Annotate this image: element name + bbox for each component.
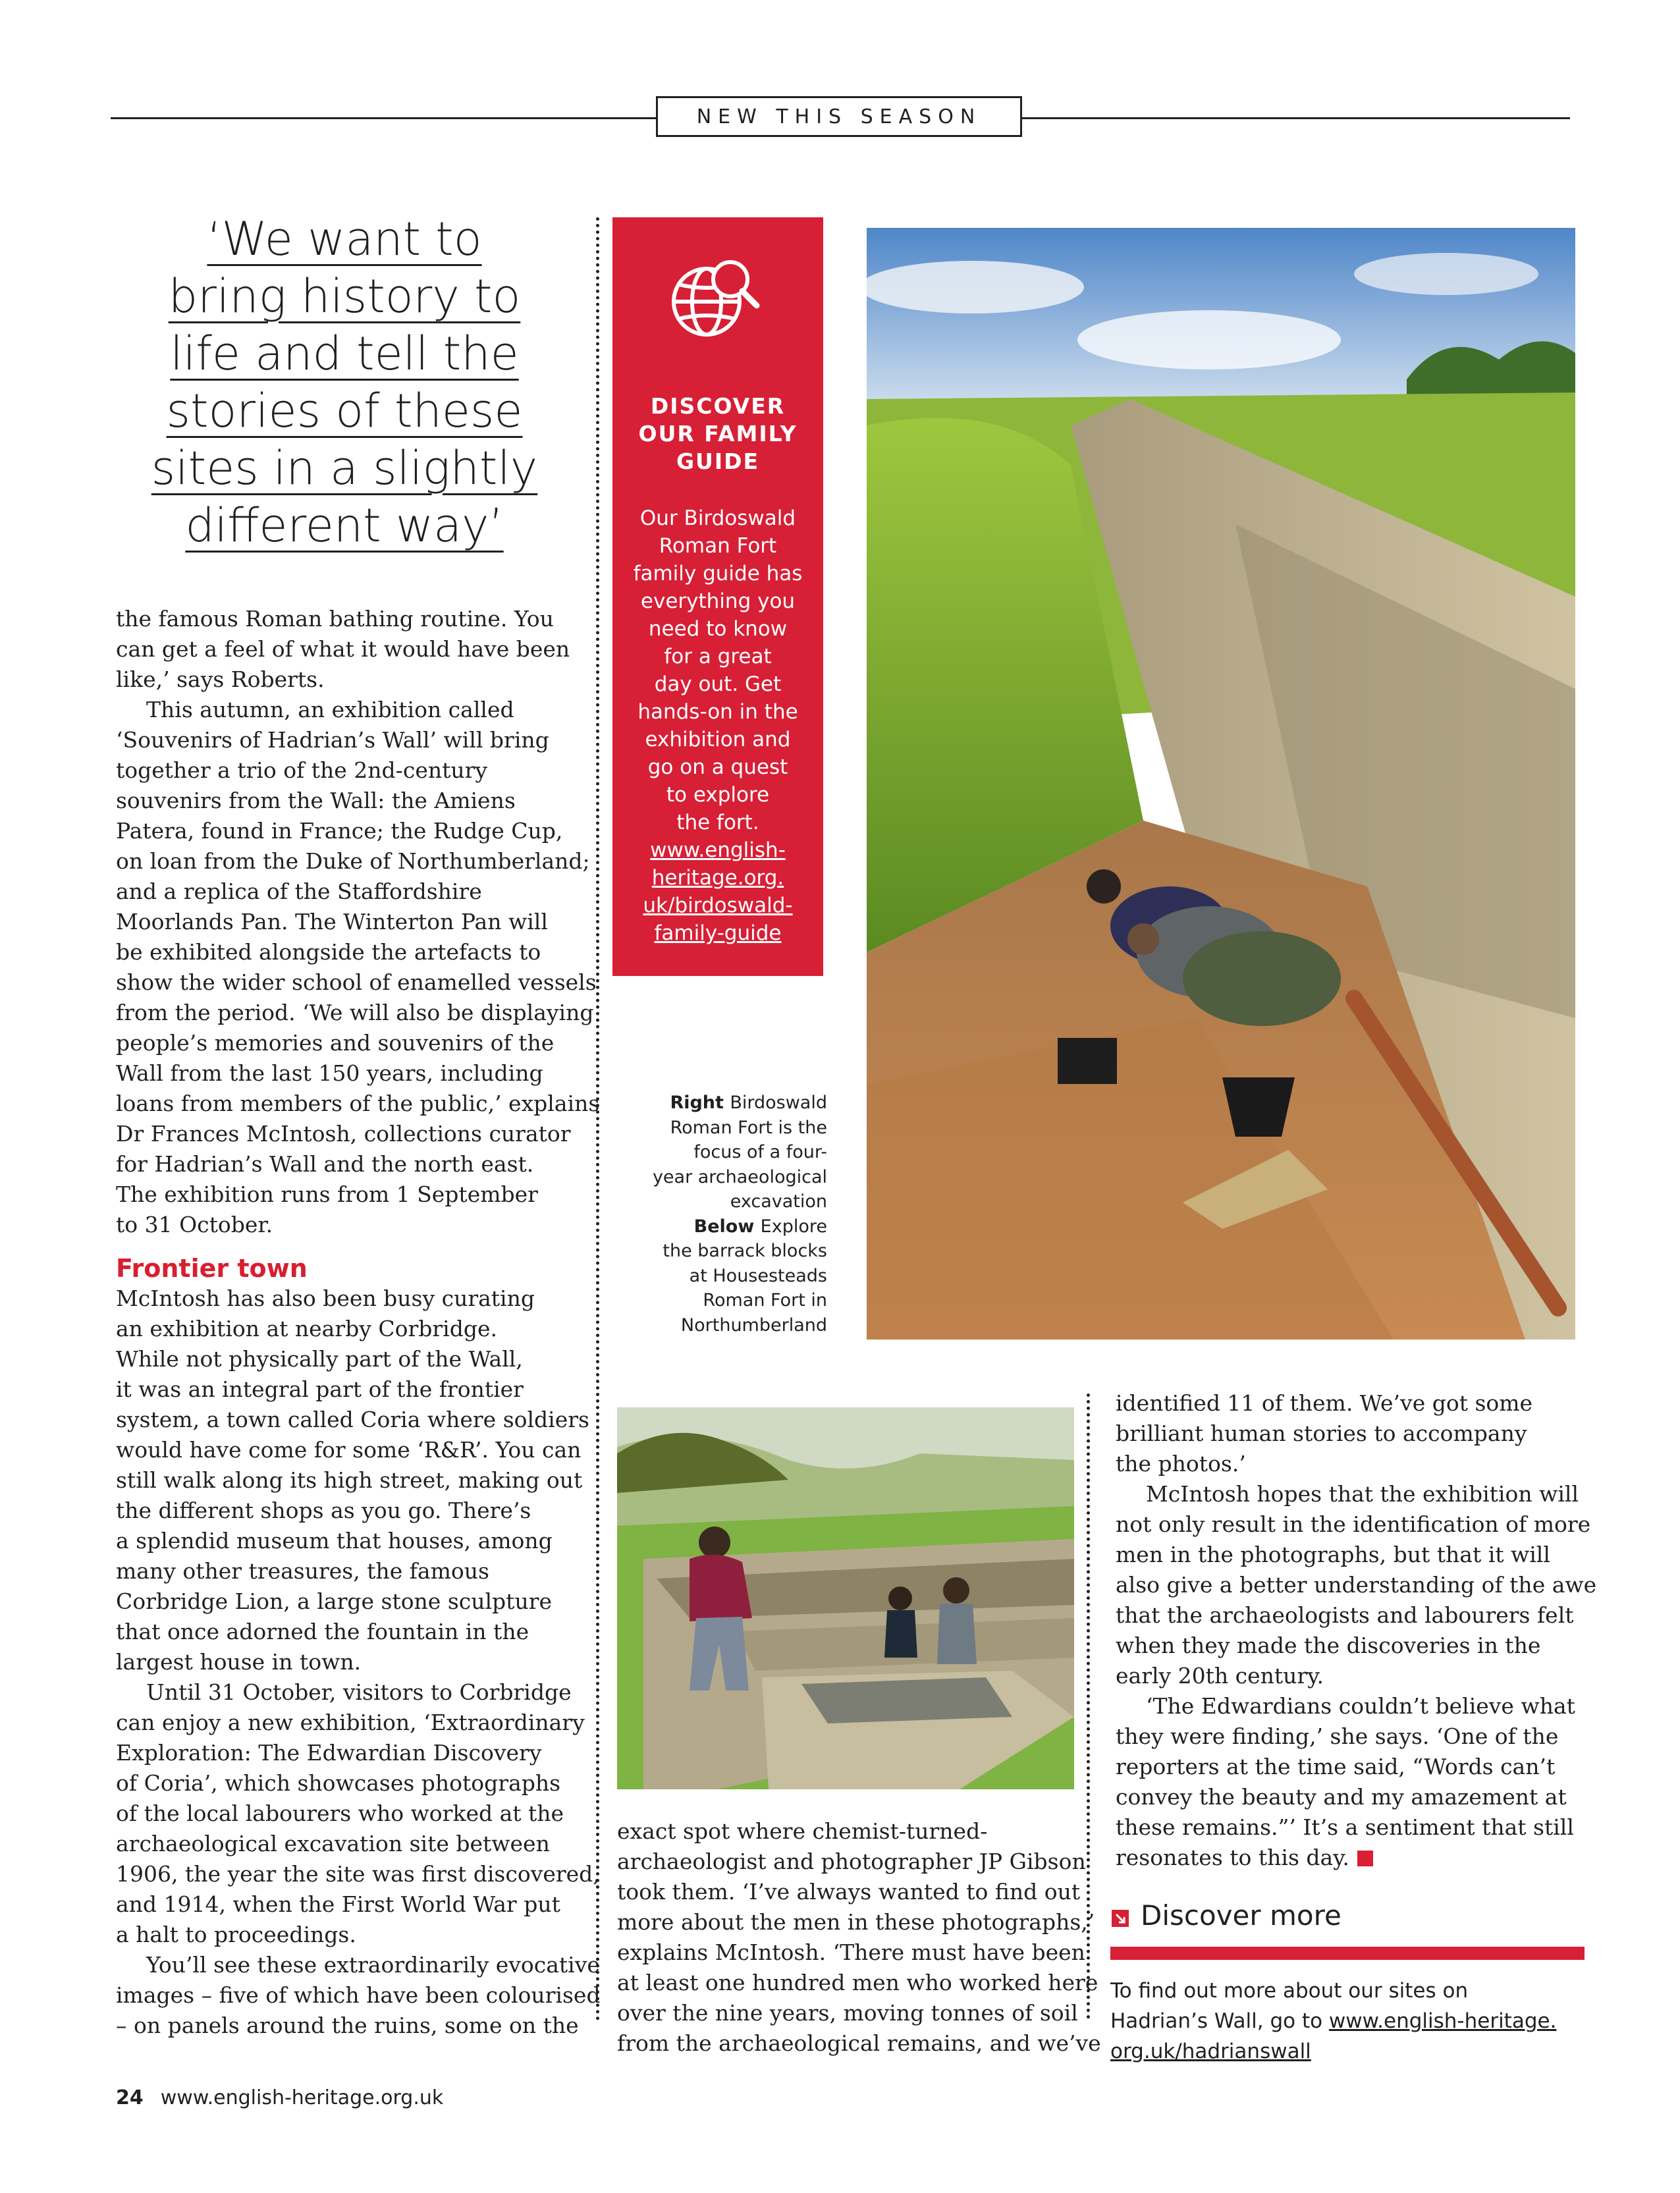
body-text-line: on loan from the Duke of Northumberland;	[116, 848, 590, 874]
body-text-line: that once adorned the fountain in the	[116, 1619, 529, 1644]
body-text-line: 1906, the year the site was first discovered,	[116, 1861, 600, 1887]
promo-body-line: need to know	[648, 617, 788, 641]
caption-text: excavation	[730, 1191, 827, 1212]
body-text-line: images – five of which have been colourised	[116, 1982, 601, 2008]
body-text-line: the photos.’	[1116, 1451, 1246, 1476]
body-text-line: Patera, found in France; the Rudge Cup,	[116, 818, 563, 844]
body-text-line: show the wider school of enamelled vessels	[116, 969, 597, 995]
discover-more-line1: To find out more about our sites on	[1110, 1979, 1469, 2003]
pull-quote	[117, 211, 572, 555]
caption-line	[632, 1116, 827, 1141]
birdoswald-excavation-photo	[867, 228, 1575, 1340]
discover-more-title-text: Discover more	[1141, 1899, 1341, 1932]
body-text-line: system, a town called Coria where soldiers	[116, 1407, 589, 1432]
body-text-line: people’s memories and souvenirs of the	[116, 1030, 555, 1056]
body-text-line: can enjoy a new exhibition, ‘Extraordinary	[116, 1710, 585, 1735]
body-text-line: loans from members of the public,’ explains	[116, 1091, 600, 1116]
body-text-line: brilliant human stories to accompany	[1116, 1421, 1527, 1446]
caption-text: the barrack blocks	[663, 1241, 827, 1261]
body-text-line: This autumn, an exhibition called	[146, 697, 514, 722]
body-text-line: of the local labourers who worked at the	[116, 1800, 564, 1826]
discover-more-line2-prefix: Hadrian’s Wall, go to	[1110, 2009, 1329, 2033]
subhead-frontier-town: Frontier town	[116, 1254, 308, 1283]
header-rule-left	[111, 117, 657, 119]
caption-line	[632, 1313, 827, 1338]
body-text-line: an exhibition at nearby Corbridge.	[116, 1316, 497, 1341]
body-text-line: Moorlands Pan. The Winterton Pan will	[116, 909, 548, 934]
family-guide-link-line[interactable]: www.english-	[650, 838, 786, 862]
globe-search-icon	[666, 250, 765, 349]
promo-body-line: day out. Get	[654, 672, 782, 696]
column-3-body	[1116, 1388, 1597, 1873]
end-mark-icon	[1357, 1851, 1373, 1866]
body-text-line: Wall from the last 150 years, including	[116, 1060, 543, 1086]
body-text-line: these remains.”’ It’s a sentiment that still	[1116, 1814, 1574, 1840]
family-guide-link[interactable]	[612, 836, 823, 947]
body-text-line: over the nine years, moving tonnes of soil	[617, 2000, 1078, 2026]
body-text-line: archaeological excavation site between	[116, 1831, 550, 1856]
promo-body-line: Our Birdoswald	[639, 506, 796, 530]
promo-heading-line: DISCOVER	[650, 393, 786, 419]
caption-line	[632, 1165, 827, 1190]
page-number: 24	[116, 2086, 144, 2109]
promo-body-line: Roman Fort	[659, 534, 777, 558]
caption-line	[632, 1288, 827, 1313]
body-text-line: more about the men in these photographs,’	[617, 1909, 1095, 1935]
caption-text: Roman Fort is the	[670, 1117, 827, 1138]
pull-quote-line: ‘We want to	[207, 212, 482, 266]
body-text-line: when they made the discoveries in the	[1116, 1633, 1541, 1658]
promo-body-line: for a great	[664, 645, 772, 668]
caption-line	[632, 1091, 827, 1116]
family-guide-link-line[interactable]: uk/birdoswald-	[643, 894, 793, 917]
promo-body-line: the fort.	[676, 811, 759, 834]
hadrians-wall-link[interactable]: www.english-heritage.	[1328, 2009, 1557, 2033]
discover-more-text	[1110, 1976, 1585, 2067]
body-text-line: largest house in town.	[116, 1649, 362, 1675]
promo-body-line: everything you	[640, 589, 796, 613]
promo-body-line: hands-on in the	[637, 700, 798, 724]
discover-more-bar	[1110, 1947, 1585, 1960]
body-text-line: and 1914, when the First World War put	[116, 1891, 560, 1917]
body-text-last: resonates to this day.	[1116, 1845, 1349, 1870]
body-text-line: ‘Souvenirs of Hadrian’s Wall’ will bring	[116, 727, 549, 753]
column-2-body	[617, 1816, 1101, 2059]
pull-quote-line: bring history to	[168, 269, 521, 323]
caption-label: Right	[670, 1093, 730, 1113]
caption-text: at Housesteads	[689, 1265, 827, 1286]
family-guide-link-line[interactable]: family-guide	[654, 921, 782, 945]
caption-text: Explore	[760, 1216, 827, 1237]
body-text-line: can get a feel of what it would have been	[116, 636, 570, 662]
body-text-line: convey the beauty and my amazement at	[1116, 1784, 1567, 1810]
body-text-line: the famous Roman bathing routine. You	[116, 606, 554, 632]
family-guide-link-line[interactable]: heritage.org.	[651, 866, 784, 890]
caption-line	[632, 1264, 827, 1289]
body-text-line: archaeologist and photographer JP Gibson	[617, 1849, 1086, 1874]
body-text-line: Exploration: The Edwardian Discovery	[116, 1740, 542, 1766]
promo-heading-line: OUR FAMILY	[638, 421, 798, 447]
body-text-line: it was an integral part of the frontier	[116, 1376, 524, 1402]
promo-heading-line: GUIDE	[676, 448, 760, 474]
caption-text: Roman Fort in	[703, 1290, 827, 1311]
body-text-line: not only result in the identification of more	[1116, 1511, 1591, 1537]
body-text-line: together a trio of the 2nd-century	[116, 757, 488, 783]
body-text-line	[1116, 1843, 1590, 1873]
housesteads-barracks-photo	[617, 1407, 1074, 1789]
caption-label: Below	[693, 1216, 761, 1237]
body-text-line: from the archaeological remains, and we’ve	[617, 2030, 1101, 2056]
body-text-line: a halt to proceedings.	[116, 1922, 356, 1947]
body-text-line: souvenirs from the Wall: the Amiens	[116, 788, 516, 813]
promo-body-line: to explore	[666, 783, 770, 807]
photo-caption	[632, 1091, 827, 1338]
body-text-line: from the period. ‘We will also be displaying	[116, 1000, 594, 1025]
body-text-line: of Coria’, which showcases photographs	[116, 1770, 561, 1796]
body-text-line: and a replica of the Staffordshire	[116, 879, 482, 904]
caption-line	[632, 1140, 827, 1165]
body-text-line: While not physically part of the Wall,	[116, 1346, 523, 1372]
body-text-line: they were finding,’ she says. ‘One of the	[1116, 1723, 1559, 1749]
body-text-line: the different shops as you go. There’s	[116, 1498, 531, 1523]
body-text-line: like,’ says Roberts.	[116, 666, 325, 692]
header-rule-right	[1021, 117, 1570, 119]
body-text-line: to 31 October.	[116, 1212, 273, 1237]
body-text-line: took them. ‘I’ve always wanted to find out	[617, 1879, 1081, 1905]
body-text-line: – on panels around the ruins, some on the	[116, 2013, 579, 2038]
promo-body-line: go on a quest	[647, 755, 788, 779]
arrow-icon	[1112, 1910, 1129, 1927]
promo-body-line: family guide has	[633, 562, 803, 585]
body-text-line: also give a better understanding of the awe	[1116, 1572, 1597, 1598]
body-text-line: be exhibited alongside the artefacts to	[116, 939, 541, 965]
pull-quote-line: stories of these	[166, 384, 523, 438]
body-text-line: ‘The Edwardians couldn’t believe what	[1146, 1693, 1575, 1719]
body-text-line: for Hadrian’s Wall and the north east.	[116, 1151, 534, 1177]
body-text-line: early 20th century.	[1116, 1663, 1324, 1689]
body-text-line: reporters at the time said, “Words can’t	[1116, 1754, 1556, 1779]
body-text-line: explains McIntosh. ‘There must have been	[617, 1939, 1085, 1965]
body-text-line: McIntosh has also been busy curating	[116, 1286, 535, 1311]
caption-line	[632, 1189, 827, 1214]
body-text-line: McIntosh hopes that the exhibition will	[1146, 1481, 1579, 1507]
caption-line	[632, 1214, 827, 1239]
body-text-line: Until 31 October, visitors to Corbridge	[146, 1679, 572, 1705]
caption-text: Birdoswald	[730, 1093, 827, 1113]
body-text-line: identified 11 of them. We’ve got some	[1116, 1390, 1533, 1416]
body-text-line: exact spot where chemist-turned-	[617, 1818, 988, 1844]
body-text-line: still walk along its high street, making out	[116, 1467, 583, 1493]
hadrians-wall-link-cont[interactable]: org.uk/hadrianswall	[1110, 2040, 1311, 2063]
caption-line	[632, 1239, 827, 1264]
section-tag-label: NEW THIS SEASON	[696, 105, 982, 128]
family-guide-promo	[612, 217, 823, 976]
promo-body-line: exhibition and	[645, 728, 791, 751]
pull-quote-line: different way’	[185, 499, 504, 553]
column-divider-left	[596, 217, 599, 2022]
body-text-line: Corbridge Lion, a large stone sculpture	[116, 1588, 552, 1614]
footer-url: www.english-heritage.org.uk	[160, 2086, 444, 2109]
body-text-line: Dr Frances McIntosh, collections curator	[116, 1121, 571, 1147]
discover-more-title	[1141, 1899, 1341, 1932]
column-1-body	[116, 604, 601, 2041]
body-text-line: a splendid museum that houses, among	[116, 1528, 553, 1554]
body-text-line: would have come for some ‘R&R’. You can	[116, 1437, 582, 1463]
caption-text: Northumberland	[680, 1314, 827, 1336]
body-text-line: at least one hundred men who worked here	[617, 1970, 1098, 1995]
body-text-line: You’ll see these extraordinarily evocative	[146, 1952, 600, 1978]
promo-heading	[612, 393, 823, 475]
page-footer	[116, 2086, 443, 2109]
pull-quote-line: life and tell the	[170, 327, 519, 381]
caption-text: year archaeological	[652, 1166, 827, 1187]
body-text-line: men in the photographs, but that it will	[1116, 1542, 1550, 1567]
body-text-line: The exhibition runs from 1 September	[116, 1181, 538, 1207]
body-text-line: many other treasures, the famous	[116, 1558, 489, 1584]
section-tag	[656, 96, 1022, 137]
promo-body	[612, 504, 823, 947]
caption-text: focus of a four-	[693, 1142, 827, 1162]
pull-quote-line: sites in a slightly	[151, 441, 538, 495]
body-text-line: that the archaeologists and labourers felt	[1116, 1602, 1574, 1628]
